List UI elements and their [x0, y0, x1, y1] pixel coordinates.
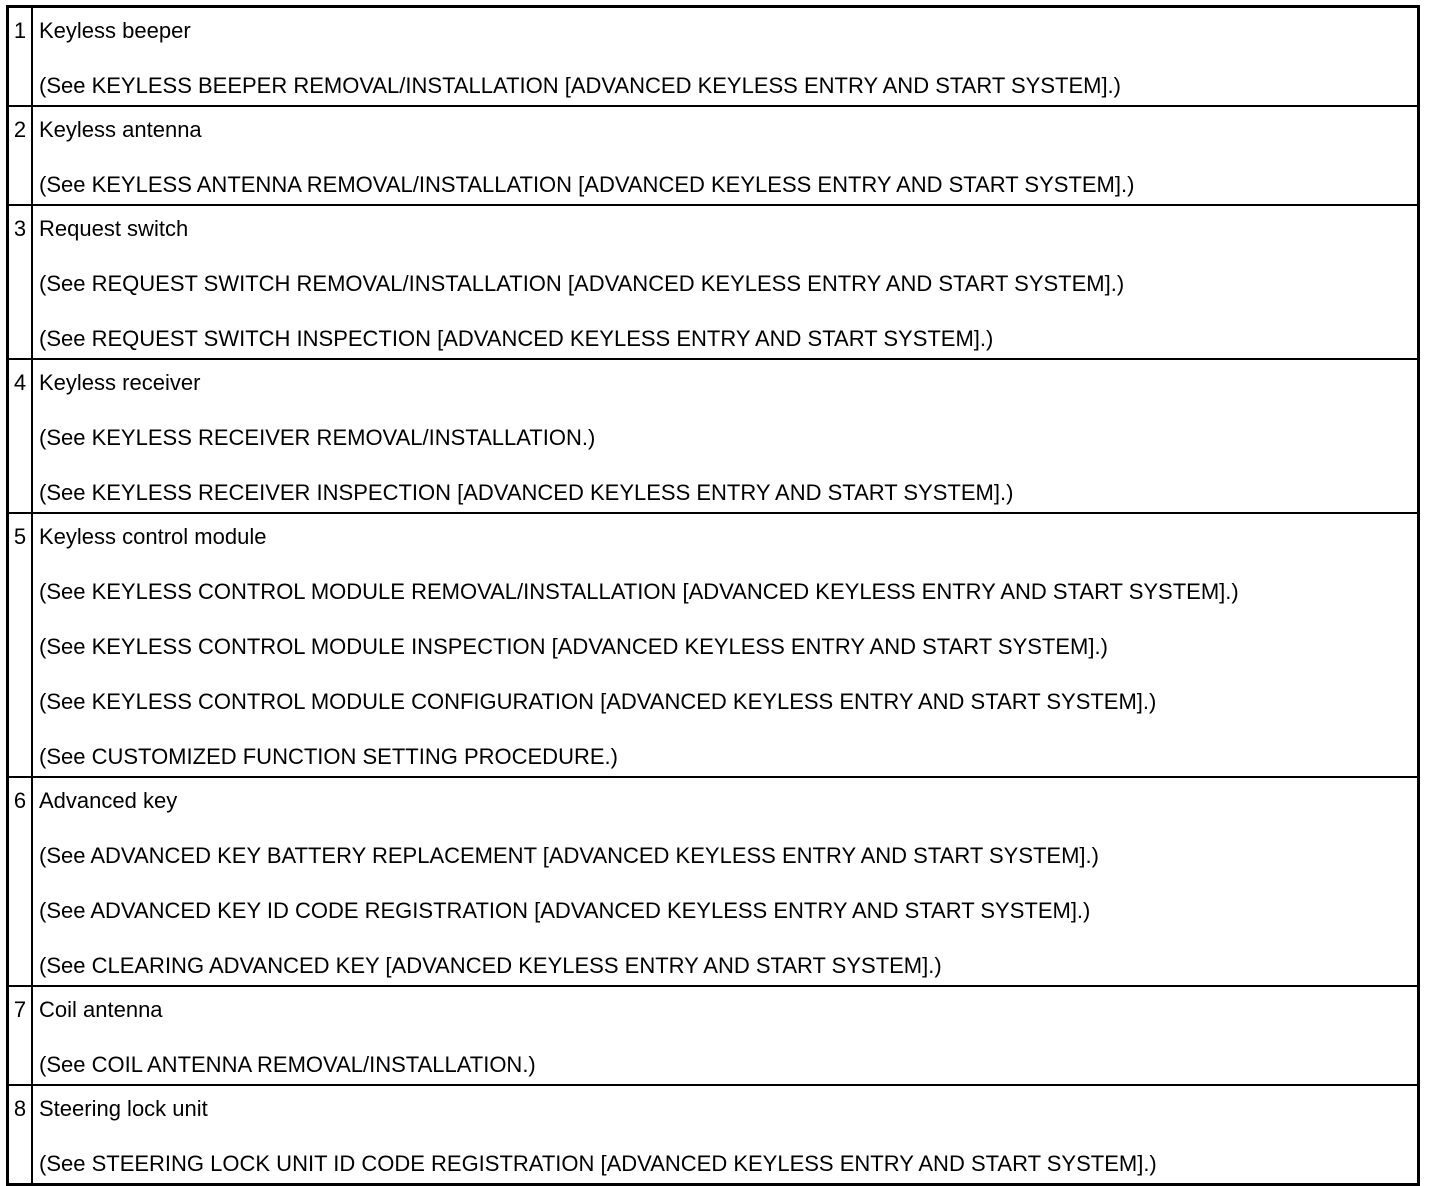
item-content: [32, 777, 1419, 986]
reference-link[interactable]: (See CUSTOMIZED FUNCTION SETTING PROCEDURE.): [39, 744, 618, 769]
reference-link[interactable]: (See KEYLESS CONTROL MODULE REMOVAL/INSTALLATION [ADVANCED KEYLESS ENTRY AND START SYSTEM].): [39, 579, 1239, 604]
item-content: [32, 7, 1419, 107]
component-name: Keyless antenna: [39, 117, 202, 142]
table-row: [8, 513, 1419, 777]
reference-link[interactable]: (See KEYLESS RECEIVER INSPECTION [ADVANCED KEYLESS ENTRY AND START SYSTEM].): [39, 480, 1014, 505]
reference-link[interactable]: (See KEYLESS RECEIVER REMOVAL/INSTALLATION.): [39, 425, 596, 450]
item-number: 2: [8, 106, 33, 205]
item-number: 8: [8, 1085, 33, 1185]
component-name: Coil antenna: [39, 997, 163, 1022]
reference-link[interactable]: (See REQUEST SWITCH INSPECTION [ADVANCED KEYLESS ENTRY AND START SYSTEM].): [39, 326, 994, 351]
reference-link[interactable]: (See ADVANCED KEY BATTERY REPLACEMENT [ADVANCED KEYLESS ENTRY AND START SYSTEM].): [39, 843, 1099, 868]
item-content: [32, 986, 1419, 1085]
item-content: [32, 513, 1419, 777]
item-content: [32, 1085, 1419, 1185]
reference-link[interactable]: (See KEYLESS CONTROL MODULE CONFIGURATION [ADVANCED KEYLESS ENTRY AND START SYSTEM].): [39, 689, 1157, 714]
reference-link[interactable]: (See REQUEST SWITCH REMOVAL/INSTALLATION [ADVANCED KEYLESS ENTRY AND START SYSTEM].): [39, 271, 1125, 296]
reference-link[interactable]: (See KEYLESS BEEPER REMOVAL/INSTALLATION [ADVANCED KEYLESS ENTRY AND START SYSTEM].): [39, 73, 1121, 98]
component-name: Steering lock unit: [39, 1096, 208, 1121]
reference-link[interactable]: (See CLEARING ADVANCED KEY [ADVANCED KEYLESS ENTRY AND START SYSTEM].): [39, 953, 942, 978]
table-row: [8, 7, 1419, 107]
table-row: [8, 986, 1419, 1085]
reference-link[interactable]: (See KEYLESS ANTENNA REMOVAL/INSTALLATION [ADVANCED KEYLESS ENTRY AND START SYSTEM].): [39, 172, 1135, 197]
component-name: Keyless beeper: [39, 18, 191, 43]
component-name: Advanced key: [39, 788, 178, 813]
table-body: [8, 7, 1419, 1185]
item-number: 6: [8, 777, 33, 986]
component-reference-table: [6, 5, 1420, 1186]
component-name: Request switch: [39, 216, 189, 241]
reference-link[interactable]: (See COIL ANTENNA REMOVAL/INSTALLATION.): [39, 1052, 536, 1077]
reference-link[interactable]: (See ADVANCED KEY ID CODE REGISTRATION [ADVANCED KEYLESS ENTRY AND START SYSTEM].): [39, 898, 1091, 923]
reference-link[interactable]: (See KEYLESS CONTROL MODULE INSPECTION [ADVANCED KEYLESS ENTRY AND START SYSTEM].): [39, 634, 1108, 659]
table-row: [8, 106, 1419, 205]
item-number: 4: [8, 359, 33, 513]
item-number: 1: [8, 7, 33, 107]
table-row: [8, 205, 1419, 359]
table-row: [8, 359, 1419, 513]
table-row: [8, 1085, 1419, 1185]
component-name: Keyless control module: [39, 524, 267, 549]
item-number: 5: [8, 513, 33, 777]
item-number: 3: [8, 205, 33, 359]
table-row: [8, 777, 1419, 986]
item-content: [32, 359, 1419, 513]
item-content: [32, 205, 1419, 359]
component-name: Keyless receiver: [39, 370, 201, 395]
item-content: [32, 106, 1419, 205]
item-number: 7: [8, 986, 33, 1085]
reference-link[interactable]: (See STEERING LOCK UNIT ID CODE REGISTRATION [ADVANCED KEYLESS ENTRY AND START SYSTEM].): [39, 1151, 1157, 1176]
